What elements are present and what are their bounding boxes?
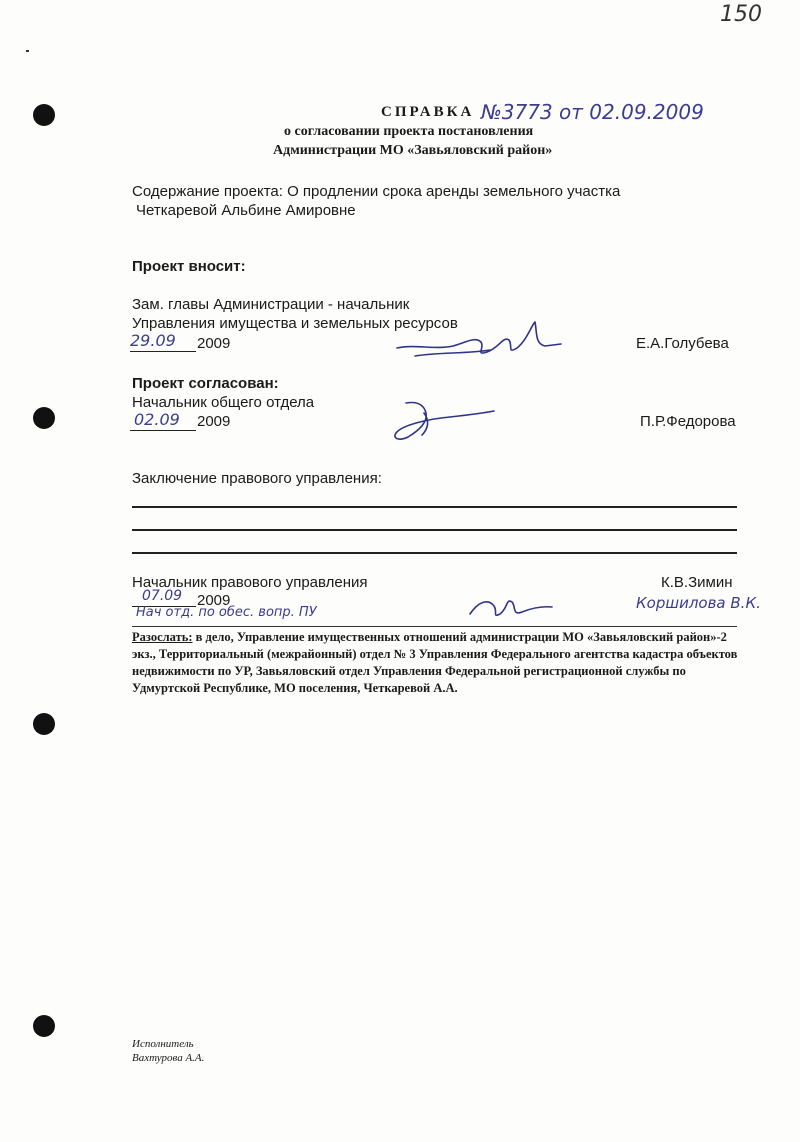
legal-signer-handwritten: Коршилова В.К. [636,594,761,612]
legal-name: К.В.Зимин [661,574,733,591]
approved-date-handwritten: 02.09 [134,410,180,429]
punch-hole [33,1015,55,1037]
legal-note-handwritten: Нач отд. по обес. вопр. ПУ [136,605,317,620]
approved-signature [388,395,498,445]
submitter-heading: Проект вносит: [132,258,246,275]
project-content-line-1: Содержание проекта: О продлении срока аренды земельного участка [132,183,621,200]
submitter-position-2: Управления имущества и земельных ресурсов [132,315,458,332]
legal-signature [466,592,556,622]
project-content-line-2: Четкаревой Альбине Амировне [136,202,356,219]
title-subline-2: Администрации МО «Завьяловский район» [273,143,553,158]
approved-name: П.Р.Федорова [640,413,736,430]
submitter-signature [395,318,565,363]
distribution-text-1: в дело, Управление имущественных отношений администрации МО «Завьяловский район»-2 [192,630,727,644]
submitter-name: Е.А.Голубева [636,335,729,352]
executor-label: Исполнитель [132,1038,194,1050]
executor-name: Вахтурова А.А. [132,1052,205,1064]
distribution-line-1 [132,629,737,646]
conclusion-line-3 [132,552,737,554]
distribution-line-4: Удмуртской Республике, МО поселения, Четкаревой А.А. [132,681,458,695]
punch-hole [33,407,55,429]
distribution-label: Разослать: [132,630,193,644]
conclusion-line-2 [132,529,737,531]
submitter-year: 2009 [197,335,231,352]
scan-speck [26,50,29,52]
distribution-line-3: недвижимости по УР, Завьяловский отдел Управления Федеральной регистрационной службы по [132,664,686,678]
submitter-date-line [130,351,196,352]
approved-heading: Проект согласован: [132,375,279,392]
distribution-block [132,629,737,697]
registration-number-handwritten: №3773 от 02.09.2009 [481,100,704,124]
distribution-line-2: экз., Территориальный (межрайонный) отдел № 3 Управления Федерального агентства кадастра объектов [132,647,738,661]
legal-position: Начальник правового управления [132,574,368,591]
title-subline-1: о согласовании проекта постановления [284,124,534,139]
approved-year: 2009 [197,413,231,430]
legal-date-handwritten: 07.09 [142,588,183,604]
approved-position: Начальник общего отдела [132,394,315,411]
submitter-position-1: Зам. главы Администрации - начальник [132,296,410,313]
document-title: СПРАВКА [381,104,475,120]
punch-hole [33,713,55,735]
distribution-divider [132,626,737,627]
submitter-date-handwritten: 29.09 [130,331,176,350]
approved-date-line [130,430,196,431]
legal-conclusion-heading: Заключение правового управления: [132,470,382,487]
punch-hole [33,104,55,126]
conclusion-line-1 [132,506,737,508]
legal-year: 2009 [197,592,231,609]
page-number-handwritten: 150 [720,2,762,27]
